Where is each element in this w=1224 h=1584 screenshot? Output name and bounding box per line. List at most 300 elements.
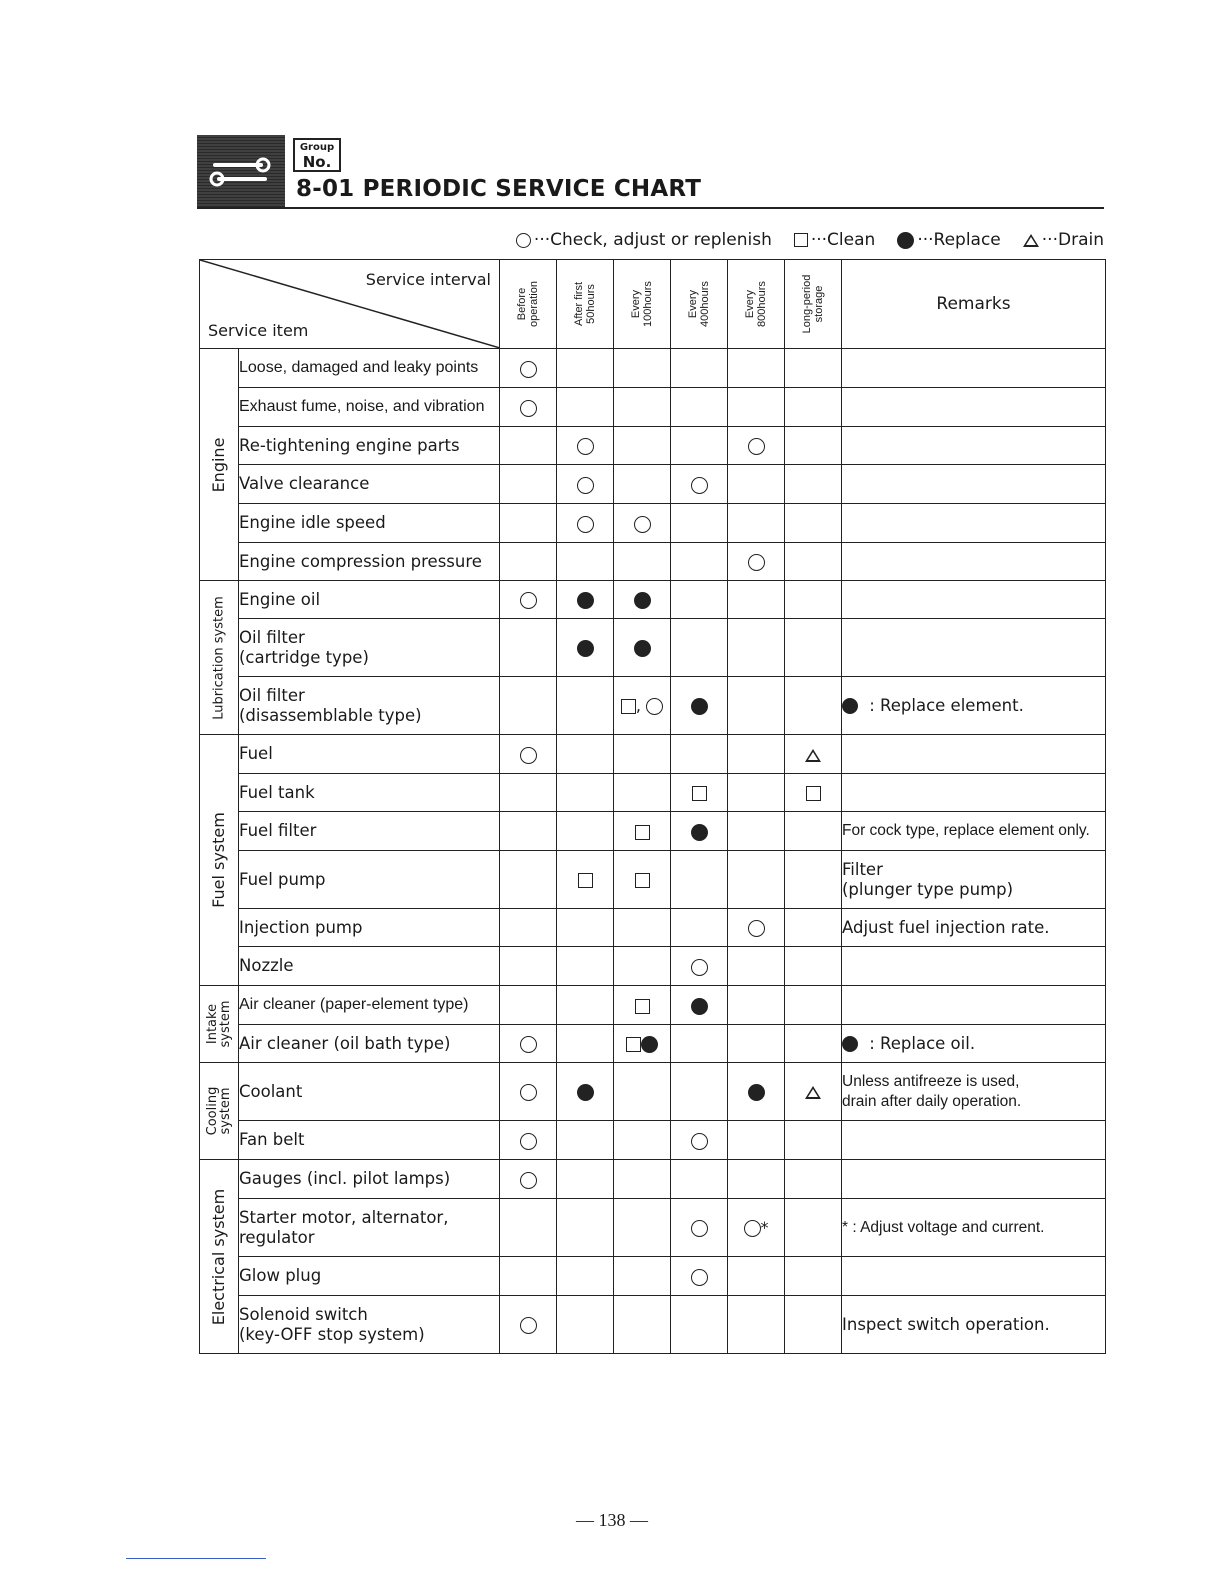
interval-mark-cell: [500, 947, 557, 986]
remark-cell: Inspect switch operation.: [842, 1296, 1106, 1354]
interval-column-header: [557, 260, 614, 349]
group-label-cell: [200, 735, 239, 986]
interval-column-label: Every 800hours: [744, 281, 768, 327]
interval-mark-cell: [671, 1257, 728, 1296]
no-label: No.: [302, 153, 332, 171]
interval-mark-cell: [785, 1199, 842, 1257]
interval-mark-cell: [557, 1121, 614, 1160]
remark-cell: [842, 465, 1106, 504]
interval-mark-cell: [785, 504, 842, 543]
check-circle-icon: [520, 1317, 537, 1334]
interval-mark-cell: [671, 427, 728, 465]
interval-mark-cell: [728, 1025, 785, 1063]
interval-mark-cell: [500, 1121, 557, 1160]
clean-square-icon: [635, 999, 650, 1014]
section-logo: [197, 135, 285, 207]
interval-column-header: [728, 260, 785, 349]
legend-drain: ···Drain: [1023, 230, 1104, 250]
group-label: Engine: [209, 437, 228, 492]
interval-mark-cell: [614, 851, 671, 909]
interval-mark-cell: [671, 349, 728, 388]
interval-column-header: [614, 260, 671, 349]
interval-mark-cell: [614, 986, 671, 1025]
table-row: [200, 465, 1106, 504]
check-circle-icon: [691, 1220, 708, 1237]
page-title: 8-01 PERIODIC SERVICE CHART: [296, 176, 702, 202]
interval-mark-cell: [500, 427, 557, 465]
interval-mark-cell: [785, 543, 842, 581]
interval-mark-cell: [614, 735, 671, 774]
table-row: [200, 504, 1106, 543]
service-chart-table: [199, 259, 1106, 1354]
interval-mark-cell: [728, 1063, 785, 1121]
interval-mark-cell: [671, 812, 728, 851]
interval-column-label: Every 400hours: [687, 281, 711, 327]
replace-dot-icon: [577, 592, 594, 609]
table-row: [200, 986, 1106, 1025]
check-circle-icon: [577, 438, 594, 455]
clean-square-icon: [692, 786, 707, 801]
service-item: Air cleaner (oil bath type): [239, 1025, 500, 1063]
interval-mark-cell: [671, 677, 728, 735]
group-label-cell: [200, 986, 239, 1063]
interval-mark-cell: [728, 986, 785, 1025]
service-item: Gauges (incl. pilot lamps): [239, 1160, 500, 1199]
interval-mark-cell: [500, 349, 557, 388]
interval-mark-cell: [500, 1257, 557, 1296]
service-item: Fuel tank: [239, 774, 500, 812]
interval-column-label: Every 100hours: [630, 281, 654, 327]
interval-mark-cell: [785, 774, 842, 812]
interval-mark-cell: [557, 1025, 614, 1063]
interval-mark-cell: [671, 1121, 728, 1160]
table-row: [200, 1296, 1106, 1354]
interval-mark-cell: [614, 465, 671, 504]
interval-mark-cell: [671, 735, 728, 774]
interval-mark-cell: [614, 1199, 671, 1257]
interval-mark-cell: [614, 1121, 671, 1160]
interval-mark-cell: [728, 465, 785, 504]
replace-dot-icon: [577, 1084, 594, 1101]
table-row: [200, 388, 1106, 427]
interval-mark-cell: [614, 1063, 671, 1121]
table-row: [200, 581, 1106, 619]
interval-mark-cell: [614, 1257, 671, 1296]
interval-column-label: Long-period storage: [801, 274, 825, 334]
interval-mark-cell: [785, 388, 842, 427]
legend-check: ···Check, adjust or replenish: [516, 230, 772, 250]
interval-mark-cell: [500, 1296, 557, 1354]
page-number: — 138 —: [576, 1510, 648, 1530]
check-circle-icon: [577, 477, 594, 494]
service-item: Engine compression pressure: [239, 543, 500, 581]
clean-square-icon: [635, 825, 650, 840]
check-circle-icon: [691, 477, 708, 494]
interval-mark-cell: [557, 909, 614, 947]
interval-mark-cell: [785, 465, 842, 504]
group-label-cell: [200, 1063, 239, 1160]
interval-mark-cell: [671, 909, 728, 947]
remark-cell: [842, 774, 1106, 812]
interval-mark-cell: [500, 812, 557, 851]
legend: [516, 230, 1104, 250]
interval-mark-cell: [500, 1199, 557, 1257]
interval-mark-cell: [728, 1296, 785, 1354]
interval-mark-cell: [614, 947, 671, 986]
legend-clean: ···Clean: [794, 230, 875, 250]
interval-mark-cell: [500, 909, 557, 947]
triangle-icon: [1023, 234, 1039, 247]
check-circle-icon: [520, 592, 537, 609]
check-circle-icon: [691, 1269, 708, 1286]
interval-mark-cell: [500, 619, 557, 677]
check-circle-icon: [520, 1036, 537, 1053]
interval-mark-cell: [557, 543, 614, 581]
legend-replace: ···Replace: [897, 230, 1000, 250]
remark-cell: Adjust fuel injection rate.: [842, 909, 1106, 947]
interval-mark-cell: [728, 1121, 785, 1160]
remark-cell: * : Adjust voltage and current.: [842, 1199, 1106, 1257]
group-label-cell: [200, 1160, 239, 1354]
check-circle-icon: [520, 361, 537, 378]
interval-mark-cell: [785, 1296, 842, 1354]
interval-column-header: [671, 260, 728, 349]
interval-mark-cell: [500, 774, 557, 812]
interval-mark-cell: [500, 581, 557, 619]
interval-mark-cell: [728, 774, 785, 812]
remark-cell: [842, 1160, 1106, 1199]
check-circle-icon: [748, 554, 765, 571]
remark-cell: [842, 1025, 1106, 1063]
interval-mark-cell: [614, 581, 671, 619]
replace-dot-icon: [842, 698, 858, 714]
interval-mark-cell: [728, 851, 785, 909]
interval-mark-cell: [785, 1025, 842, 1063]
table-row: [200, 349, 1106, 388]
service-item: Nozzle: [239, 947, 500, 986]
check-circle-icon: [577, 516, 594, 533]
interval-mark-cell: [500, 504, 557, 543]
interval-mark-cell: [728, 812, 785, 851]
remark-cell: [842, 677, 1106, 735]
interval-mark-cell: [614, 909, 671, 947]
table-row: [200, 677, 1106, 735]
replace-dot-icon: [842, 1036, 858, 1052]
table-row: [200, 851, 1106, 909]
interval-mark-cell: [557, 427, 614, 465]
interval-mark-cell: [557, 581, 614, 619]
interval-mark-cell: [500, 1160, 557, 1199]
interval-mark-cell: [614, 619, 671, 677]
table-row: [200, 543, 1106, 581]
check-circle-icon: [520, 747, 537, 764]
replace-dot-icon: [634, 592, 651, 609]
corner-header: [200, 260, 500, 349]
check-circle-icon: [520, 1172, 537, 1189]
interval-mark-cell: [557, 986, 614, 1025]
interval-mark-cell: [785, 427, 842, 465]
group-label: Lubrication system: [211, 595, 227, 720]
interval-mark-cell: [614, 1296, 671, 1354]
service-item: Fuel: [239, 735, 500, 774]
interval-mark-cell: [785, 677, 842, 735]
check-circle-icon: [646, 698, 663, 715]
interval-mark-cell: [500, 677, 557, 735]
replace-dot-icon: [748, 1084, 765, 1101]
group-label-cell: [200, 349, 239, 581]
interval-mark-cell: [671, 543, 728, 581]
interval-mark-cell: [671, 986, 728, 1025]
interval-mark-cell: [557, 1160, 614, 1199]
remarks-header: Remarks: [842, 260, 1106, 349]
interval-mark-cell: [671, 774, 728, 812]
table-row: [200, 947, 1106, 986]
interval-mark-cell: [557, 1199, 614, 1257]
interval-mark-cell: [614, 427, 671, 465]
service-item: Oil filter (disassemblable type): [239, 677, 500, 735]
interval-mark-cell: [785, 581, 842, 619]
interval-mark-cell: [671, 1296, 728, 1354]
interval-mark-cell: [671, 851, 728, 909]
service-item-label: Service item: [208, 321, 309, 340]
interval-mark-cell: [671, 1063, 728, 1121]
remark-text: : Replace element.: [864, 695, 1024, 715]
remark-cell: Unless antifreeze is used, drain after daily operation.: [842, 1063, 1106, 1121]
interval-mark-cell: [557, 388, 614, 427]
interval-mark-cell: [614, 774, 671, 812]
service-item: Solenoid switch (key-OFF stop system): [239, 1296, 500, 1354]
service-item: Fan belt: [239, 1121, 500, 1160]
service-item: Engine oil: [239, 581, 500, 619]
interval-mark-cell: [557, 619, 614, 677]
service-item: Re-tightening engine parts: [239, 427, 500, 465]
service-item: Loose, damaged and leaky points: [239, 349, 500, 388]
check-circle-icon: [520, 400, 537, 417]
interval-mark-cell: [785, 349, 842, 388]
remark-cell: [842, 349, 1106, 388]
interval-mark-cell: [671, 1160, 728, 1199]
replace-dot-icon: [577, 640, 594, 657]
interval-mark-cell: [671, 504, 728, 543]
clean-square-icon: [621, 699, 636, 714]
service-item: Fuel pump: [239, 851, 500, 909]
group-label: Cooling system: [205, 1086, 233, 1136]
table-row: [200, 1025, 1106, 1063]
remark-text: : Replace oil.: [864, 1033, 976, 1053]
remark-cell: [842, 581, 1106, 619]
check-circle-icon: [691, 1133, 708, 1150]
service-item: Exhaust fume, noise, and vibration: [239, 388, 500, 427]
service-item: Glow plug: [239, 1257, 500, 1296]
interval-mark-cell: [785, 986, 842, 1025]
interval-column-label: Before operation: [516, 281, 540, 327]
square-icon: [794, 233, 808, 247]
table-row: [200, 812, 1106, 851]
service-item: Fuel filter: [239, 812, 500, 851]
interval-mark-cell: [728, 1160, 785, 1199]
interval-mark-cell: [500, 1063, 557, 1121]
table-row: [200, 1121, 1106, 1160]
check-circle-icon: [691, 959, 708, 976]
replace-dot-icon: [691, 698, 708, 715]
interval-mark-cell: [557, 465, 614, 504]
interval-mark-cell: ,: [614, 677, 671, 735]
interval-column-header: [500, 260, 557, 349]
service-item: Valve clearance: [239, 465, 500, 504]
remark-cell: [842, 543, 1106, 581]
interval-mark-cell: [728, 504, 785, 543]
interval-mark-cell: [785, 909, 842, 947]
drain-triangle-icon: [805, 749, 821, 762]
clean-square-icon: [806, 786, 821, 801]
interval-mark-cell: [671, 465, 728, 504]
interval-mark-cell: [500, 851, 557, 909]
interval-mark-cell: [728, 947, 785, 986]
title-rule: [197, 207, 1104, 209]
group-number-box: [293, 138, 341, 172]
interval-mark-cell: [614, 1160, 671, 1199]
interval-mark-cell: [728, 581, 785, 619]
interval-mark-cell: [728, 543, 785, 581]
group-label: Intake system: [205, 1000, 233, 1048]
interval-mark-cell: [557, 851, 614, 909]
clean-square-icon: [578, 873, 593, 888]
group-label: Electrical system: [209, 1188, 228, 1325]
replace-dot-icon: [641, 1036, 658, 1053]
remark-cell: [842, 735, 1106, 774]
interval-mark-cell: [500, 735, 557, 774]
interval-mark-cell: [785, 1160, 842, 1199]
table-row: [200, 1199, 1106, 1257]
check-circle-icon: [748, 920, 765, 937]
service-item: Oil filter (cartridge type): [239, 619, 500, 677]
interval-mark-cell: [785, 1257, 842, 1296]
interval-mark-cell: [785, 735, 842, 774]
check-circle-icon: [744, 1220, 761, 1237]
remark-cell: [842, 504, 1106, 543]
interval-mark-cell: [785, 619, 842, 677]
service-item: Starter motor, alternator, regulator: [239, 1199, 500, 1257]
interval-mark-cell: [614, 812, 671, 851]
table-row: [200, 1257, 1106, 1296]
service-item: Coolant: [239, 1063, 500, 1121]
circle-icon: [516, 233, 531, 248]
interval-mark-cell: [614, 1025, 671, 1063]
service-interval-label: Service interval: [365, 270, 491, 289]
footer-line: [126, 1558, 266, 1559]
table-row: [200, 735, 1106, 774]
interval-mark-cell: [728, 677, 785, 735]
interval-mark-cell: [785, 1063, 842, 1121]
table-row: [200, 774, 1106, 812]
interval-mark-cell: [785, 947, 842, 986]
check-circle-icon: [520, 1133, 537, 1150]
remark-cell: [842, 619, 1106, 677]
remark-cell: Filter (plunger type pump): [842, 851, 1106, 909]
remark-cell: [842, 1257, 1106, 1296]
clean-square-icon: [626, 1037, 641, 1052]
interval-mark-cell: [557, 812, 614, 851]
clean-square-icon: [635, 873, 650, 888]
table-row: [200, 1160, 1106, 1199]
remark-cell: [842, 427, 1106, 465]
interval-mark-cell: [728, 388, 785, 427]
remark-cell: [842, 388, 1106, 427]
interval-mark-cell: [728, 349, 785, 388]
interval-mark-cell: [557, 735, 614, 774]
interval-mark-cell: [728, 909, 785, 947]
remark-cell: [842, 1121, 1106, 1160]
interval-mark-cell: [728, 427, 785, 465]
interval-mark-cell: [671, 1199, 728, 1257]
remark-cell: [842, 986, 1106, 1025]
interval-mark-cell: [500, 388, 557, 427]
check-circle-icon: [748, 438, 765, 455]
remark-cell: [842, 947, 1106, 986]
interval-column-label: After first 50hours: [573, 281, 597, 327]
replace-dot-icon: [634, 640, 651, 657]
interval-mark-cell: [557, 504, 614, 543]
interval-mark-cell: [614, 504, 671, 543]
interval-mark-cell: [785, 812, 842, 851]
check-circle-icon: [520, 1084, 537, 1101]
interval-mark-cell: [671, 581, 728, 619]
service-item: Engine idle speed: [239, 504, 500, 543]
interval-mark-cell: [557, 947, 614, 986]
filled-circle-icon: [897, 232, 914, 249]
interval-mark-cell: [500, 543, 557, 581]
service-item: Air cleaner (paper-element type): [239, 986, 500, 1025]
interval-mark-cell: [671, 947, 728, 986]
check-circle-icon: [634, 516, 651, 533]
replace-dot-icon: [691, 998, 708, 1015]
table-row: [200, 619, 1106, 677]
table-row: [200, 1063, 1106, 1121]
interval-mark-cell: [614, 388, 671, 427]
group-label-cell: [200, 581, 239, 735]
interval-mark-cell: [557, 1063, 614, 1121]
interval-mark-cell: [728, 619, 785, 677]
service-item: Injection pump: [239, 909, 500, 947]
interval-mark-cell: [785, 1121, 842, 1160]
interval-mark-cell: [500, 465, 557, 504]
interval-mark-cell: [500, 986, 557, 1025]
remark-cell: For cock type, replace element only.: [842, 812, 1106, 851]
replace-dot-icon: [691, 824, 708, 841]
interval-mark-cell: [671, 388, 728, 427]
table-row: [200, 427, 1106, 465]
interval-mark-cell: [614, 349, 671, 388]
interval-mark-cell: *: [728, 1199, 785, 1257]
wrench-icon: [209, 149, 273, 193]
table-row: [200, 909, 1106, 947]
interval-mark-cell: [557, 774, 614, 812]
interval-mark-cell: [728, 735, 785, 774]
interval-mark-cell: [557, 349, 614, 388]
interval-mark-cell: [557, 1257, 614, 1296]
interval-mark-cell: [671, 619, 728, 677]
interval-mark-cell: [614, 543, 671, 581]
interval-mark-cell: [500, 1025, 557, 1063]
interval-mark-cell: [728, 1257, 785, 1296]
interval-column-header: [785, 260, 842, 349]
drain-triangle-icon: [805, 1086, 821, 1099]
interval-mark-cell: [557, 1296, 614, 1354]
group-label: Group: [299, 142, 335, 153]
interval-mark-cell: [671, 1025, 728, 1063]
group-label: Fuel system: [209, 812, 228, 908]
interval-mark-cell: [557, 677, 614, 735]
